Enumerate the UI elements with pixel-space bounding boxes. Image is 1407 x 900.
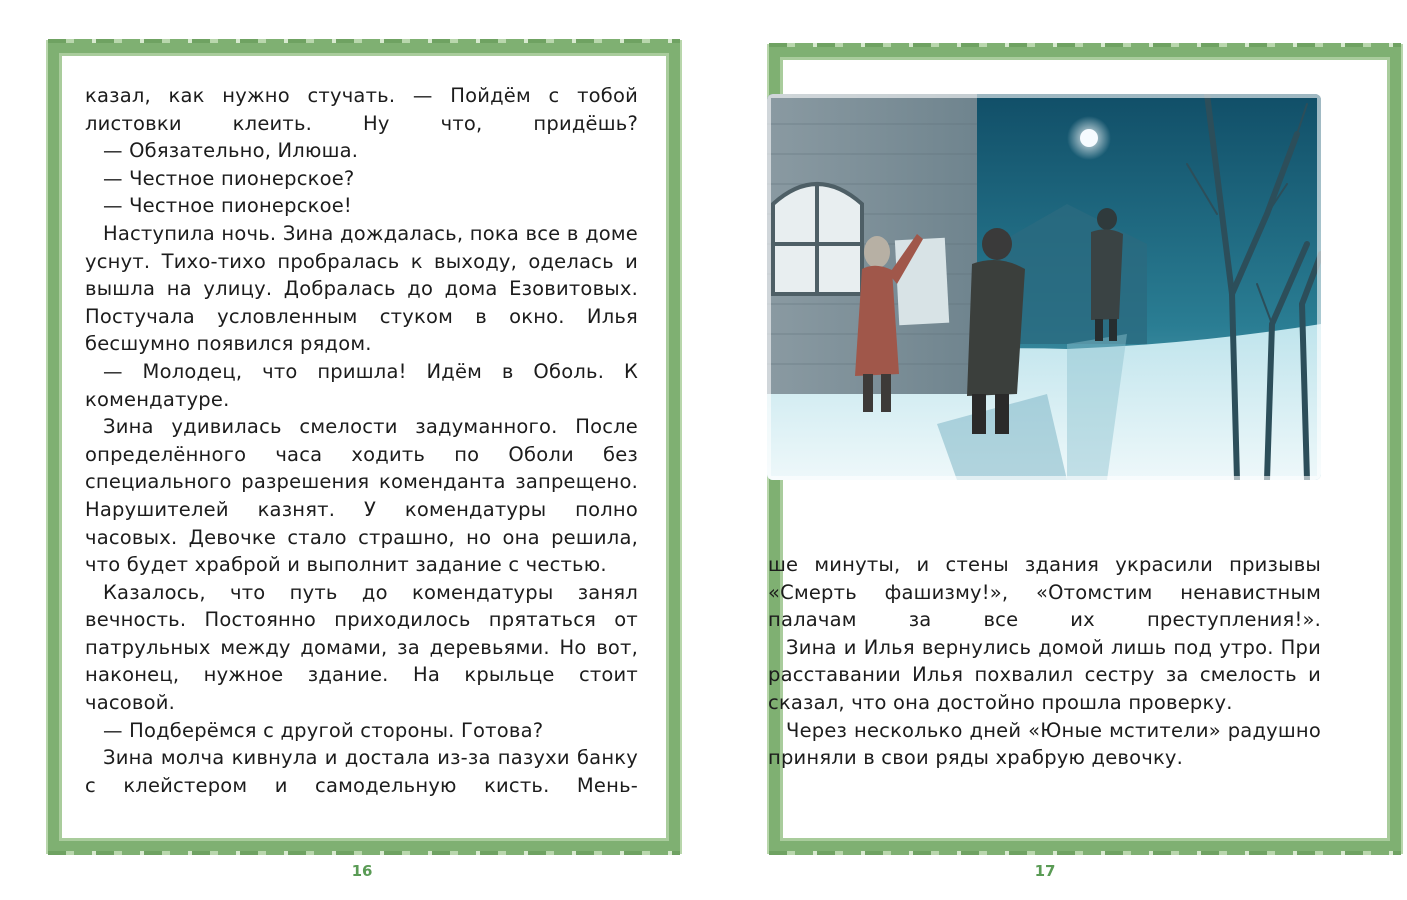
paragraph: казал, как нужно стучать. — Пойдём с тобой листовки клеить. Ну что, придёшь? — [85, 84, 638, 135]
frame-edge-top — [48, 39, 680, 43]
frame-edge-bottom — [48, 851, 680, 855]
left-page — [0, 0, 700, 900]
page-number: 17 — [1034, 862, 1056, 880]
left-page-text — [85, 82, 638, 799]
frame-edge-bottom — [769, 851, 1401, 855]
paragraph: Казалось, что путь до комендатуры занял вечность. Постоянно приходилось прятаться от патрульных между домами, за деревьями. Но вот, наконец, нужное здание. На крыльце стоит часовой. — [85, 580, 638, 715]
paragraph: Зина удивилась смелости задуманного. После определённого часа ходить по Оболи без специального разрешения коменданта запрещено. Нарушителей казнят. У комендатуры полно часовых. Девочке стало страшно, но она решила, что будет храброй и выполнит задание с честью. — [85, 415, 638, 577]
dialog-line: — Подберёмся с другой стороны. Готова? — [103, 718, 544, 742]
frame-edge-top — [769, 43, 1401, 47]
night-scene-image — [767, 94, 1321, 480]
dialog-line: — Честное пионерское! — [103, 194, 352, 218]
right-page — [707, 0, 1407, 900]
paragraph: Зина и Илья вернулись домой лишь под утро. При расставании Илья похвалил сестру за смелость и сказал, что она достойно прошла проверку. — [768, 635, 1321, 714]
paragraph: Через несколько дней «Юные мстители» радушно приняли в свои ряды храбрую девочку. — [768, 718, 1321, 770]
paragraph: Наступила ночь. Зина дождалась, пока все в доме уснут. Тихо-тихо пробралась к выходу, оделась и вышла на улицу. Добралась до дома Езовитовых. Постучала условленным стуком в окно. Илья бесшумно появился рядом. — [85, 221, 638, 356]
page-number: 16 — [351, 862, 373, 880]
paragraph: ше минуты, и стены здания украсили призывы «Смерть фашизму!», «Отомстим ненавистным палачам за все их преступления!». — [768, 553, 1321, 632]
dialog-line: — Молодец, что пришла! Идём в Оболь. К комендатуре. — [85, 359, 638, 411]
right-page-text — [768, 551, 1321, 772]
paragraph: Зина молча кивнула и достала из-за пазухи банку с клейстером и самодельную кисть. Мень- — [85, 746, 638, 797]
dialog-line: — Обязательно, Илюша. — [103, 139, 359, 163]
dialog-line: — Честное пионерское? — [103, 166, 355, 190]
night-scene-illustration — [767, 94, 1321, 480]
